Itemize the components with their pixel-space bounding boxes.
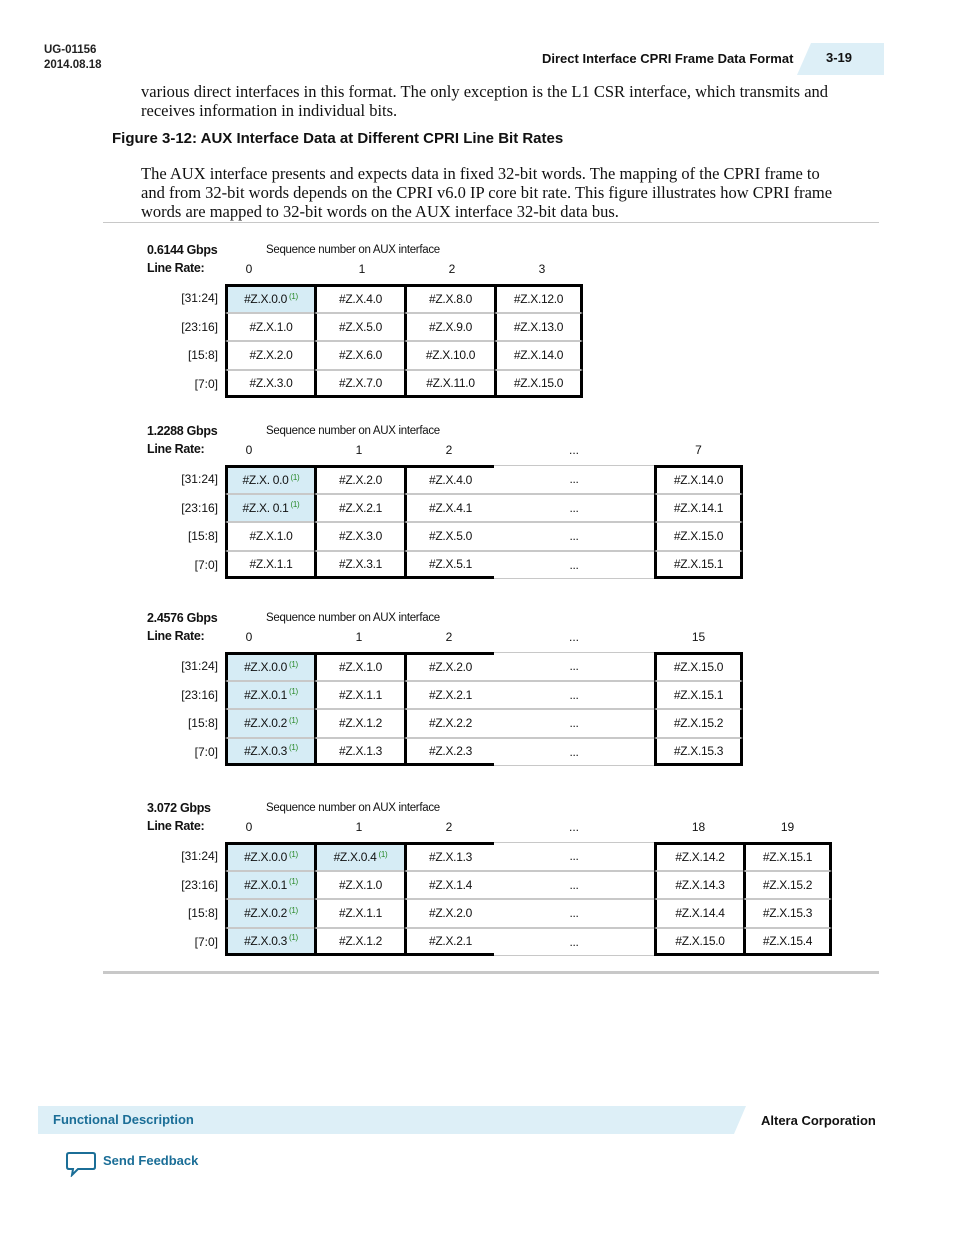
frame-word-cell [404,709,494,738]
intro-paragraph [141,82,828,120]
frame-word-text: #Z.X.15.0 [513,375,564,390]
sequence-index: 2 [445,630,453,644]
frame-word-text: #Z.X.1.0 [249,529,293,544]
bit-range-label: [7:0] [194,557,218,572]
frame-word-cell [225,652,314,681]
frame-word-text: #Z.X.2.3 [429,743,472,758]
footnote-marker: (1) [289,743,298,753]
sequence-index: 1 [355,820,363,834]
figure-description-line-3: words are mapped to 32-bit words on the AUX interface 32-bit data bus. [141,202,619,221]
line-rate-caption: Line Rate: [147,442,205,456]
frame-word-text: #Z.X.3.0 [339,529,382,544]
frame-word-text: #Z.X.13.0 [513,319,564,334]
ellipsis-cell [494,522,654,551]
sequence-index: 0 [245,820,253,834]
ellipsis-cell [494,899,654,928]
frame-word-text: #Z.X.1.4 [429,877,472,892]
ellipsis-cell [494,842,654,871]
frame-word-cell [225,709,314,738]
frame-word-cell [314,370,404,399]
frame-word-text: ... [569,472,579,487]
line-rate-value: 3.072 Gbps [147,801,211,815]
frame-word-text: #Z.X.15.1 [762,850,813,865]
frame-word-cell [314,551,404,580]
frame-word-text: #Z.X.8.0 [429,292,472,307]
frame-word-text: #Z.X.0.2 [244,716,288,731]
line-rate-label [147,609,217,645]
frame-word-cell [404,494,494,523]
frame-word-text: #Z.X.1.1 [339,906,382,921]
ellipsis-cell [494,871,654,900]
frame-word-cell [654,709,743,738]
frame-word-text: #Z.X.15.2 [762,877,813,892]
sequence-index: 18 [691,820,706,834]
line-rate-label [147,799,211,835]
frame-word-cell [225,522,314,551]
frame-word-cell [225,681,314,710]
frame-word-cell [314,738,404,767]
sequence-index: 7 [695,443,702,457]
frame-word-text: ... [569,557,579,572]
frame-word-text: #Z.X.15.3 [762,906,813,921]
frame-word-text: #Z.X.3.1 [339,556,382,571]
line-rate-label [147,241,217,277]
frame-word-cell [314,465,404,494]
frame-word-cell [225,465,314,494]
footnote-marker: (1) [289,905,298,915]
figure-description-line-1: The AUX interface presents and expects data in fixed 32-bit words. The mapping of the CPRI frame to [141,164,820,183]
frame-word-text: #Z.X.0.0 [244,660,288,675]
intro-line-1: various direct interfaces in this format. The only exception is the L1 CSR interface, which transmits and [141,82,829,101]
frame-word-text: #Z.X.14.3 [675,877,725,892]
ellipsis-cell [494,494,654,523]
frame-word-cell [654,681,743,710]
section-title: Direct Interface CPRI Frame Data Format [542,51,794,66]
bit-range-label: [7:0] [194,934,218,949]
frame-word-cell [225,899,314,928]
frame-word-cell [314,928,404,957]
frame-word-text: #Z.X.3.0 [249,375,293,390]
sequence-index: 2 [448,262,456,276]
frame-word-cell [225,928,314,957]
frame-word-cell [225,284,314,313]
frame-word-text: #Z.X.15.0 [675,933,725,948]
frame-word-text: #Z.X.4.1 [429,500,472,515]
frame-word-cell [314,709,404,738]
frame-word-text: #Z.X.12.0 [513,292,564,307]
frame-word-text: #Z.X.14.1 [673,500,724,515]
frame-word-cell [404,465,494,494]
frame-word-text: #Z.X.10.0 [425,348,476,363]
doc-date: 2014.08.18 [44,59,102,71]
frame-word-cell [494,341,583,370]
frame-word-text: #Z.X.1.0 [249,319,293,334]
frame-word-cell [494,284,583,313]
frame-word-text: #Z.X.2.1 [429,687,472,702]
frame-word-cell [654,928,743,957]
frame-word-text: #Z.X.1.0 [339,660,382,675]
frame-word-cell [404,313,494,342]
sequence-index: ... [568,443,579,457]
sequence-label: Sequence number on AUX interface [266,802,440,814]
frame-word-text: #Z.X.15.1 [673,556,724,571]
frame-word-text: #Z.X.11.0 [426,375,475,390]
frame-word-text: ... [569,849,579,864]
intro-line-2: receives information in individual bits. [141,101,398,120]
frame-word-cell [314,284,404,313]
frame-word-text: #Z.X.1.2 [339,716,382,731]
frame-word-text: #Z.X.0.1 [244,687,288,702]
frame-word-text: #Z.X.0.2 [244,906,288,921]
sequence-index: 0 [245,262,253,276]
frame-word-cell [404,681,494,710]
frame-word-text: ... [569,529,579,544]
bit-range-label: [7:0] [194,744,218,759]
footnote-marker: (1) [378,849,388,859]
footnote-marker: (1) [289,715,298,725]
frame-word-text: #Z.X.0.0 [244,292,288,307]
frame-word-cell [225,842,314,871]
frame-word-text: #Z.X.15.3 [673,743,724,758]
bit-range-label: [15:8] [187,529,218,543]
frame-word-cell [494,370,583,399]
ellipsis-cell [494,465,654,494]
footer-section-link[interactable]: Functional Description [53,1112,194,1127]
frame-word-cell [743,842,832,871]
sequence-label: Sequence number on AUX interface [266,612,440,624]
frame-word-text: #Z.X.0.1 [244,877,288,892]
frame-word-text: #Z.X.14.0 [673,473,724,488]
footnote-marker: (1) [290,500,300,510]
frame-word-text: ... [569,687,579,702]
frame-word-text: #Z.X.0.0 [244,850,288,865]
sequence-label: Sequence number on AUX interface [266,425,440,437]
frame-word-cell [404,284,494,313]
line-rate-value: 2.4576 Gbps [147,611,218,625]
frame-word-text: #Z.X.1.2 [339,933,382,948]
frame-word-cell [743,899,832,928]
ellipsis-cell [494,928,654,957]
frame-word-cell [404,370,494,399]
frame-word-text: ... [569,906,579,921]
frame-word-text: #Z.X.4.0 [339,292,382,307]
frame-word-cell [654,522,743,551]
figure-top-rule [103,222,879,223]
frame-word-text: #Z.X.15.0 [673,529,724,544]
footer-company: Altera Corporation [761,1113,876,1128]
bit-range-label: [15:8] [187,906,218,920]
line-rate-label [147,422,217,458]
frame-word-cell [654,842,743,871]
frame-word-cell [314,871,404,900]
frame-word-text: #Z.X.2.0 [429,906,472,921]
frame-word-cell [404,928,494,957]
bit-range-label: [7:0] [194,376,218,391]
frame-word-text: #Z.X.5.0 [429,529,472,544]
frame-word-cell [404,842,494,871]
sequence-index: ... [568,630,579,644]
frame-word-text: #Z.X.9.0 [429,319,472,334]
frame-word-cell [314,522,404,551]
frame-word-text: #Z.X.1.0 [339,877,382,892]
frame-word-cell [314,899,404,928]
line-rate-caption: Line Rate: [147,819,205,833]
sequence-index: 0 [245,630,253,644]
frame-word-cell [314,652,404,681]
sequence-label: Sequence number on AUX interface [266,244,440,256]
bit-range-label: [31:24] [181,291,218,305]
frame-word-cell [654,738,743,767]
frame-word-text: #Z.X.14.4 [675,906,725,921]
frame-word-cell [654,899,743,928]
frame-word-cell [404,871,494,900]
frame-word-cell [314,313,404,342]
frame-word-cell [225,494,314,523]
sequence-index: 0 [245,443,253,457]
frame-word-cell [225,370,314,399]
line-rate-value: 1.2288 Gbps [147,424,218,438]
page-number: 3-19 [826,50,853,65]
frame-word-text: #Z.X.1.1 [249,556,293,571]
frame-word-text: #Z.X.7.0 [339,375,382,390]
frame-word-text: #Z.X.15.1 [673,687,724,702]
ellipsis-cell [494,709,654,738]
frame-word-text: #Z.X. 0.1 [242,500,289,515]
footnote-marker: (1) [290,472,300,482]
ellipsis-cell [494,551,654,580]
frame-word-text: ... [569,934,579,949]
footnote-marker: (1) [289,877,298,887]
bit-range-label: [15:8] [187,716,218,730]
frame-word-cell [225,341,314,370]
sequence-index: 19 [780,820,795,834]
frame-word-text: #Z.X.0.3 [244,743,288,758]
frame-word-text: #Z.X.2.2 [429,716,472,731]
frame-word-text: #Z.X.0.3 [244,933,288,948]
sequence-index: ... [568,820,579,834]
footnote-marker: (1) [289,687,298,697]
frame-word-text: #Z.X.15.4 [762,933,813,948]
frame-word-text: #Z.X.14.0 [513,348,564,363]
frame-word-cell [654,652,743,681]
frame-word-text: #Z.X.2.0 [249,348,293,363]
bit-range-label: [23:16] [181,877,218,892]
frame-word-cell [654,494,743,523]
bit-range-label: [23:16] [181,687,218,702]
frame-word-text: #Z.X.15.0 [673,660,724,675]
frame-word-text: #Z.X.1.3 [429,850,472,865]
frame-word-text: ... [569,659,579,674]
bit-range-label: [23:16] [181,319,218,334]
frame-word-text: #Z.X.15.2 [673,716,724,731]
footnote-marker: (1) [289,291,298,301]
bit-range-label: [23:16] [181,500,218,515]
figure-bottom-rule [103,971,879,974]
sequence-index: 1 [355,630,363,644]
frame-word-cell [314,842,404,871]
frame-word-text: #Z.X. 0.0 [242,473,289,488]
frame-word-text: #Z.X.5.1 [429,556,472,571]
doc-id-number: UG-01156 [44,44,97,56]
footnote-marker: (1) [289,659,298,669]
frame-word-cell [404,652,494,681]
footnote-marker: (1) [289,933,298,943]
frame-word-cell [654,871,743,900]
feedback-icon[interactable] [66,1151,96,1182]
frame-word-cell [404,341,494,370]
frame-word-cell [314,681,404,710]
ellipsis-cell [494,681,654,710]
frame-word-text: #Z.X.2.1 [339,500,382,515]
frame-word-cell [404,738,494,767]
frame-word-text: #Z.X.2.1 [429,933,472,948]
frame-word-text: #Z.X.14.2 [675,850,725,865]
frame-word-cell [654,465,743,494]
frame-word-cell [494,313,583,342]
frame-word-cell [654,551,743,580]
frame-word-text: ... [569,877,579,892]
frame-word-text: #Z.X.5.0 [339,319,382,334]
frame-word-text: #Z.X.1.3 [339,743,382,758]
frame-word-text: #Z.X.2.0 [339,473,382,488]
frame-word-cell [743,928,832,957]
frame-word-text: ... [569,500,579,515]
sequence-index: 2 [445,443,453,457]
figure-description [141,164,832,221]
line-rate-caption: Line Rate: [147,629,205,643]
frame-word-text: #Z.X.2.0 [429,660,472,675]
sequence-index: 1 [358,262,366,276]
doc-id [44,43,102,73]
frame-word-cell [404,899,494,928]
line-rate-value: 0.6144 Gbps [147,243,218,257]
bit-range-label: [31:24] [181,472,218,486]
footnote-marker: (1) [289,849,298,859]
frame-word-text: ... [569,744,579,759]
figure-description-line-2: and from 32-bit words depends on the CPRI v6.0 IP core bit rate. This figure illustrates how CPRI frame [141,183,833,202]
frame-word-cell [225,738,314,767]
frame-word-text: #Z.X.4.0 [429,473,472,488]
figure-title: Figure 3-12: AUX Interface Data at Different CPRI Line Bit Rates [112,130,564,147]
ellipsis-cell [494,738,654,767]
ellipsis-cell [494,652,654,681]
sequence-index: 1 [355,443,363,457]
bit-range-label: [31:24] [181,849,218,863]
sequence-index: 15 [691,630,706,644]
line-rate-caption: Line Rate: [147,261,205,275]
bit-range-label: [15:8] [187,348,218,362]
frame-word-cell [404,522,494,551]
frame-word-cell [314,341,404,370]
frame-word-text: #Z.X.1.1 [339,687,382,702]
frame-word-cell [743,871,832,900]
frame-word-cell [225,551,314,580]
frame-word-cell [225,871,314,900]
send-feedback-link[interactable]: Send Feedback [103,1153,199,1168]
frame-word-cell [404,551,494,580]
frame-word-text: #Z.X.6.0 [339,348,382,363]
sequence-index: 2 [445,820,453,834]
frame-word-text: ... [569,716,579,731]
frame-word-cell [225,313,314,342]
frame-word-cell [314,494,404,523]
bit-range-label: [31:24] [181,659,218,673]
frame-word-text: #Z.X.0.4 [333,850,377,865]
sequence-index: 3 [538,262,546,276]
